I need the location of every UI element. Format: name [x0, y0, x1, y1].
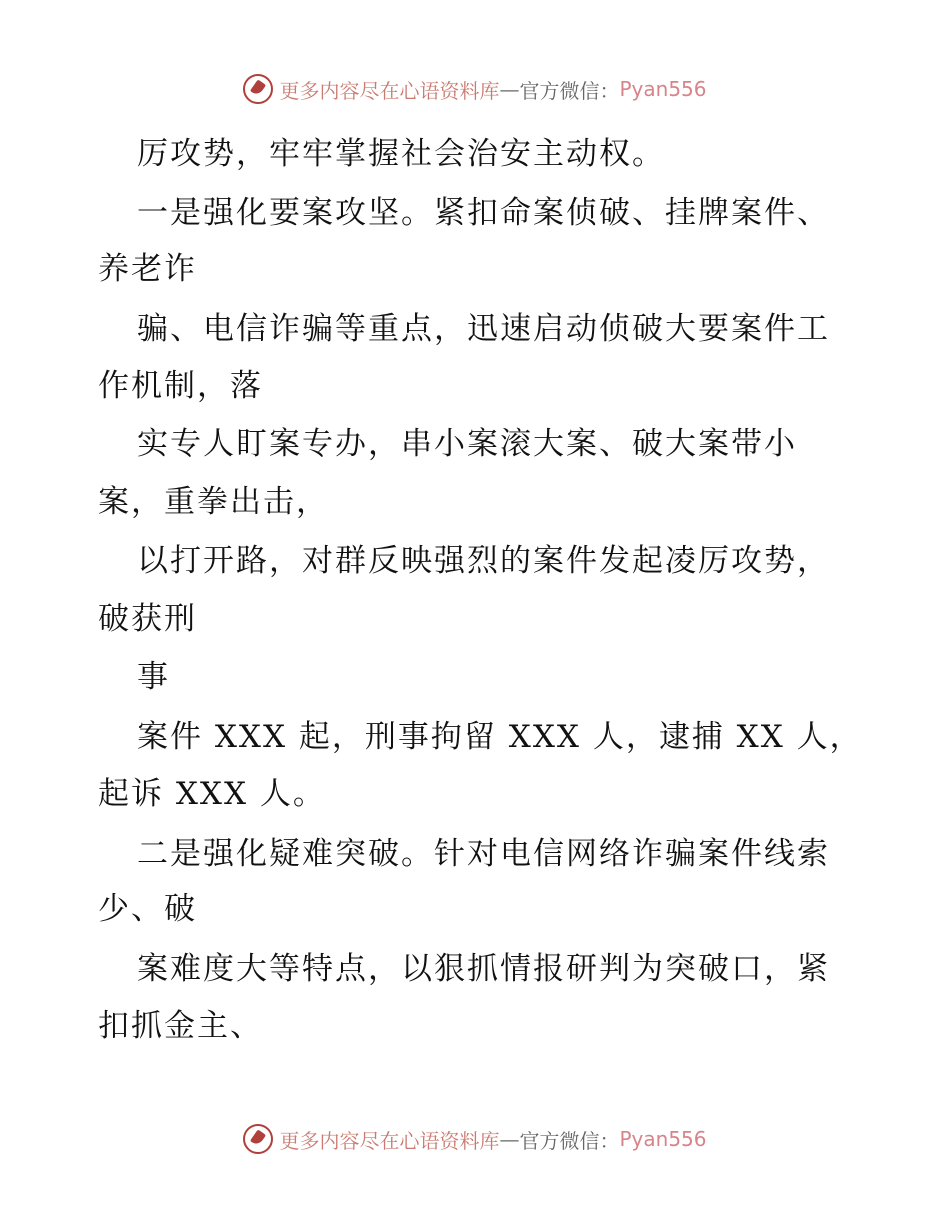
banner-brand: 更多内容尽在心语资料库 — [279, 78, 500, 103]
banner-wechat-id: Pyan556 — [619, 1127, 707, 1151]
banner-wechat-label: 官方微信： — [519, 78, 620, 103]
text-line: 以打开路，对群反映强烈的案件发起凌厉攻势， — [137, 543, 830, 579]
text-line: 事 — [137, 659, 170, 695]
text-line: 骗、电信诈骗等重点，迅速启动侦破大要案件工 — [137, 311, 830, 347]
footer-banner — [0, 1124, 950, 1154]
text-line: 案件 XXX 起，刑事拘留 XXX 人，逮捕 XX 人， — [137, 719, 863, 755]
logo-icon — [243, 1124, 273, 1154]
text-line: 二是强化疑难突破。针对电信网络诈骗案件线索 — [137, 836, 830, 872]
text-line: 案，重拳出击， — [98, 484, 329, 520]
text-line: 一是强化要案攻坚。紧扣命案侦破、挂牌案件、 — [137, 195, 830, 231]
text-line: 实专人盯案专办，串小案滚大案、破大案带小 — [137, 426, 797, 462]
logo-icon — [243, 74, 273, 104]
text-line: 厉攻势，牢牢掌握社会治安主动权。 — [137, 136, 665, 172]
text-line: 起诉 XXX 人。 — [98, 776, 326, 812]
text-line: 案难度大等特点，以狠抓情报研判为突破口，紧 — [137, 951, 830, 987]
text-line: 少、破 — [98, 891, 197, 927]
banner-brand: 更多内容尽在心语资料库 — [279, 1128, 500, 1153]
banner-dash: — — [499, 1127, 520, 1151]
text-line: 养老诈 — [98, 251, 197, 287]
header-banner — [0, 74, 950, 104]
banner-wechat-label: 官方微信： — [519, 1128, 620, 1153]
text-line: 作机制，落 — [98, 368, 263, 404]
banner-dash: — — [499, 77, 520, 101]
banner-wechat-id: Pyan556 — [619, 77, 707, 101]
text-line: 破获刑 — [98, 601, 197, 637]
text-line: 扣抓金主、 — [98, 1008, 263, 1044]
